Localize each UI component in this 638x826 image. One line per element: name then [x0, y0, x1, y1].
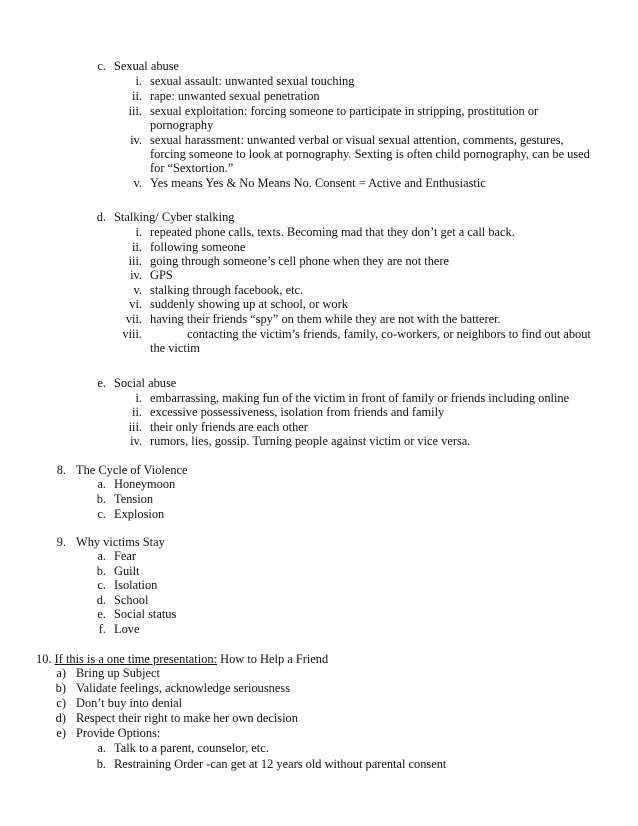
item-marker: iii.	[128, 420, 142, 434]
item-marker: ii.	[132, 240, 142, 254]
item-marker: vi.	[129, 297, 142, 311]
list-item: Tension	[114, 492, 154, 506]
item-marker: v.	[133, 283, 142, 297]
item-marker: e)	[56, 726, 66, 740]
section-title-stalking: Stalking/ Cyber stalking	[114, 210, 235, 224]
list-item: their only friends are each other	[150, 420, 308, 434]
item-marker: 8.	[56, 463, 66, 477]
list-item-continuation: the victim	[150, 341, 200, 355]
list-item: stalking through facebook, etc.	[150, 283, 304, 297]
list-item: Guilt	[114, 564, 140, 578]
item-marker: iii.	[128, 254, 142, 268]
list-item: Respect their right to make her own decision	[76, 711, 298, 725]
section-heading-help-a-friend	[36, 652, 328, 667]
item-marker: a)	[56, 666, 66, 680]
list-item: Bring up Subject	[76, 666, 160, 680]
list-item: Social status	[114, 607, 177, 621]
list-item: Yes means Yes & No Means No. Consent = Active and Enthusiastic	[150, 176, 486, 190]
list-item: Provide Options:	[76, 726, 161, 740]
list-item: Honeymoon	[114, 477, 176, 491]
list-item-continuation: pornography	[150, 118, 214, 132]
list-item: repeated phone calls, texts. Becoming mad that they don’t get a call back.	[150, 225, 515, 239]
item-marker: iv.	[130, 268, 142, 282]
item-marker: a.	[97, 549, 106, 563]
item-marker: c.	[97, 578, 106, 592]
list-item: sexual assault: unwanted sexual touching	[150, 74, 355, 88]
item-marker: iv.	[130, 133, 142, 147]
item-marker: a.	[97, 477, 106, 491]
item-marker: d)	[55, 711, 66, 725]
list-item: contacting the victim’s friends, family, co-workers, or neighbors to find out about	[187, 327, 591, 341]
item-marker: c.	[97, 59, 106, 73]
item-marker: viii.	[122, 327, 142, 341]
item-marker: b.	[96, 564, 106, 578]
item-marker: c.	[97, 507, 106, 521]
item-marker: a.	[97, 741, 106, 755]
item-marker: i.	[135, 391, 142, 405]
list-item: Explosion	[114, 507, 165, 521]
item-marker: i.	[135, 74, 142, 88]
list-item: rumors, lies, gossip. Turning people against victim or vice versa.	[150, 434, 471, 448]
item-marker: c)	[56, 696, 66, 710]
list-item: Restraining Order -can get at 12 years old without parental consent	[114, 757, 447, 771]
list-item: Don’t buy into denial	[76, 696, 183, 710]
list-item: suddenly showing up at school, or work	[150, 297, 348, 311]
item-marker: e.	[97, 376, 106, 390]
list-item: sexual harassment: unwanted verbal or visual sexual attention, comments, gestures,	[150, 133, 564, 147]
item-marker: i.	[135, 225, 142, 239]
list-item: Validate feelings, acknowledge seriousness	[76, 681, 291, 695]
list-item: having their friends “spy” on them while they are not with the batterer.	[150, 312, 501, 326]
list-item: embarrassing, making fun of the victim in front of family or friends including online	[150, 391, 570, 405]
item-marker: vii.	[125, 312, 142, 326]
list-item: GPS	[150, 268, 173, 282]
list-item: sexual exploitation: forcing someone to participate in stripping, prostitution or	[150, 104, 539, 118]
item-marker: v.	[133, 176, 142, 190]
list-item: Love	[114, 622, 140, 636]
underlined-heading: If this is a one time presentation:	[54, 652, 218, 666]
list-item: School	[114, 593, 149, 607]
list-item: going through someone’s cell phone when they are not there	[150, 254, 450, 268]
item-marker: d.	[96, 593, 106, 607]
list-item: following someone	[150, 240, 246, 254]
section-title-social-abuse: Social abuse	[114, 376, 177, 390]
item-marker: e.	[97, 607, 106, 621]
section-title-cycle-of-violence: The Cycle of Violence	[76, 463, 188, 477]
list-item: Isolation	[114, 578, 158, 592]
list-item: rape: unwanted sexual penetration	[150, 89, 320, 103]
section-title-sexual-abuse: Sexual abuse	[114, 59, 180, 73]
item-marker: ii.	[132, 89, 142, 103]
list-item: excessive possessiveness, isolation from friends and family	[150, 405, 445, 419]
list-item-continuation: forcing someone to look at pornography. Sexting is often child pornography, can be used	[150, 147, 590, 161]
item-marker: iv.	[130, 434, 142, 448]
list-item: Talk to a parent, counselor, etc.	[114, 741, 269, 755]
item-marker: f.	[98, 622, 106, 636]
item-marker: 10.	[36, 652, 52, 666]
item-marker: b.	[96, 492, 106, 506]
list-item-continuation: for “Sextortion.”	[150, 161, 234, 175]
item-marker: 9.	[56, 535, 66, 549]
item-marker: b)	[55, 681, 66, 695]
item-marker: b.	[96, 757, 106, 771]
heading-rest: How to Help a Friend	[217, 652, 329, 666]
item-marker: iii.	[128, 104, 142, 118]
item-marker: ii.	[132, 405, 142, 419]
item-marker: d.	[96, 210, 106, 224]
list-item: Fear	[114, 549, 137, 563]
section-title-why-victims-stay: Why victims Stay	[76, 535, 165, 549]
